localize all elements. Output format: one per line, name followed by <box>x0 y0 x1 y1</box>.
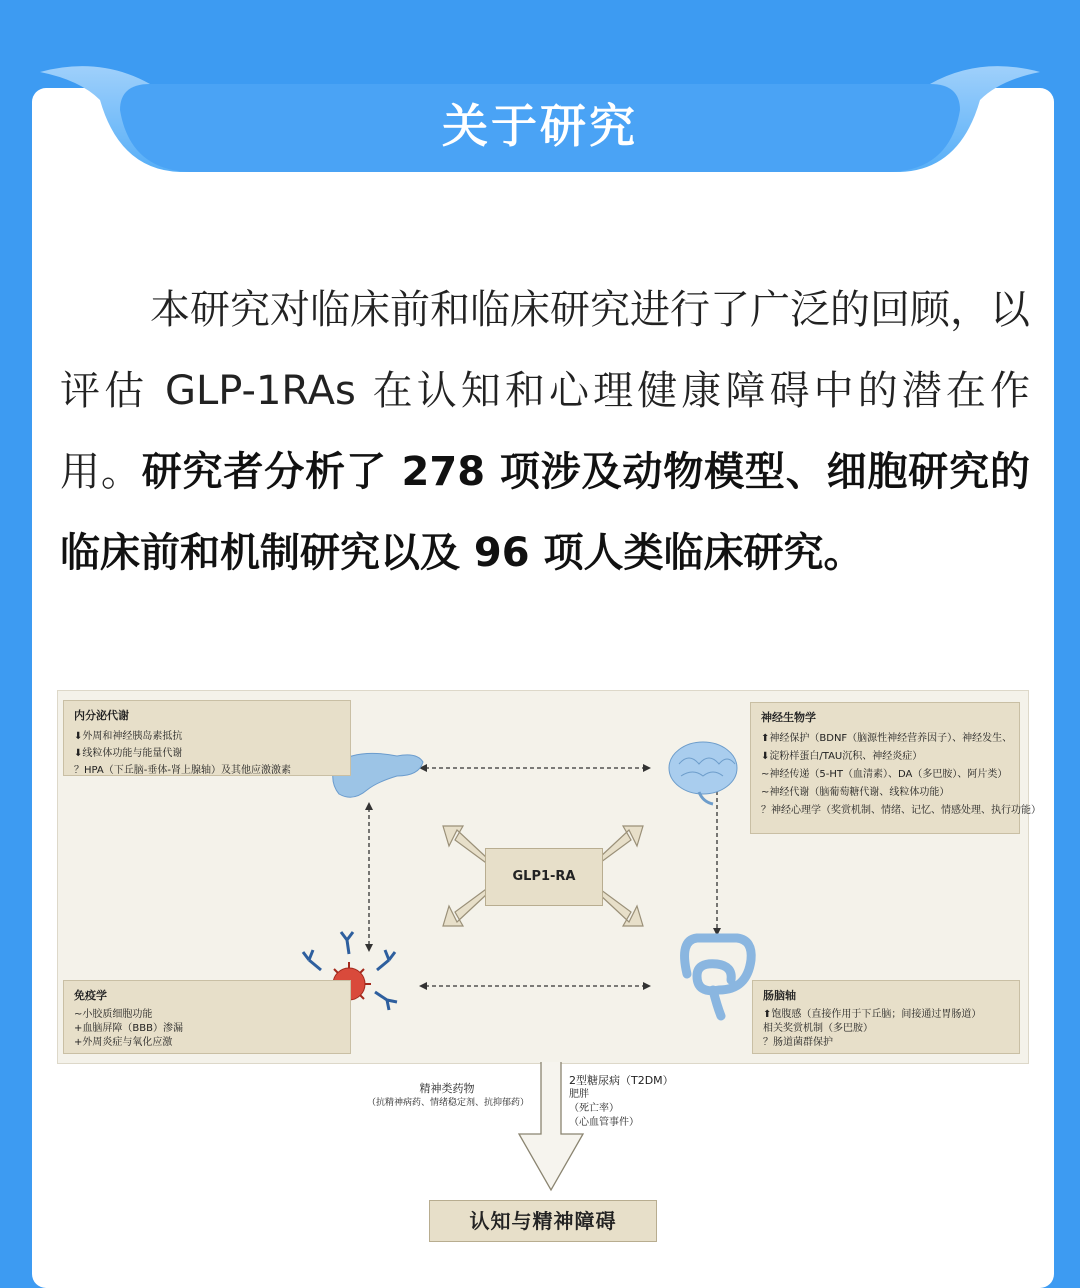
gut-brain-box <box>752 980 1020 1054</box>
metabolic-line: 2型糖尿病（T2DM） <box>569 1074 674 1087</box>
metabolic-line: 肥胖 <box>569 1089 589 1100</box>
mechanism-diagram <box>57 690 1041 1252</box>
immunology-line: ~小胶质细胞功能 <box>74 1009 153 1020</box>
immunology-line: +外周炎症与氧化应激 <box>74 1037 173 1048</box>
brain-icon <box>669 742 737 804</box>
psychotropic-title: 精神类药物 <box>419 1082 475 1095</box>
intro-plain-text: 本研究对临床前和临床研究进行了广泛的回顾，以评估 GLP-1RAs 在认知和心理健康障碍中的潜在作用。 <box>60 287 1030 495</box>
glp1-ra-center: GLP1-RA <box>485 848 603 906</box>
neurobiology-line: ？神经心理学（奖赏机制、情绪、记忆、情感处理、执行功能） <box>761 805 1041 816</box>
gut-brain-line: ？肠道菌群保护 <box>763 1037 833 1048</box>
immunology-box <box>63 980 351 1054</box>
immunology-line: +血脑屏障（BBB）渗漏 <box>74 1023 183 1034</box>
metabolic-input <box>569 1074 674 1130</box>
neurobiology-title: 神经生物学 <box>761 711 816 724</box>
metabolic-line: （心血管事件） <box>569 1117 639 1128</box>
psychotropic-input <box>367 1082 530 1110</box>
intestine-icon <box>685 938 752 1016</box>
intro-paragraph <box>60 270 1030 594</box>
neurobiology-box <box>750 702 1041 834</box>
intro-bold-text: 研究者分析了 278 项涉及动物模型、细胞研究的临床前和机制研究以及 96 项人类临床研究。 <box>60 449 1030 576</box>
neurobiology-line: ~神经代谢（脑葡萄糖代谢、线粒体功能） <box>761 787 950 798</box>
psychotropic-detail: （抗精神病药、情绪稳定剂、抗抑郁药） <box>367 1098 530 1108</box>
immunology-title: 免疫学 <box>74 989 107 1002</box>
endocrine-line: ⬇外周和神经胰岛素抵抗 <box>74 731 183 742</box>
neurobiology-line: ⬆神经保护（BDNF（脑源性神经营养因子）、神经发生、 <box>761 733 1013 744</box>
outcome-box: 认知与精神障碍 <box>429 1200 657 1242</box>
endocrine-line: ⬇线粒体功能与能量代谢 <box>74 748 183 759</box>
gut-brain-title: 肠脑轴 <box>763 989 796 1002</box>
endocrine-line: ？HPA（下丘脑-垂体-肾上腺轴）及其他应激激素 <box>74 765 291 776</box>
metabolic-line: （死亡率） <box>569 1103 619 1114</box>
endocrine-box <box>63 700 351 776</box>
gut-brain-line: ⬆饱腹感（直接作用于下丘脑；间接通过胃肠道） <box>763 1009 982 1020</box>
gut-brain-line: 相关奖赏机制（多巴胺） <box>763 1023 873 1034</box>
endocrine-title: 内分泌代谢 <box>74 709 129 722</box>
neurobiology-line: ⬇淀粉样蛋白/TAU沉积、神经炎症） <box>761 751 923 762</box>
page-title: 关于研究 <box>442 99 638 153</box>
neurobiology-line: ~神经传递（5-HT（血清素）、DA（多巴胺）、阿片类） <box>761 769 1008 780</box>
